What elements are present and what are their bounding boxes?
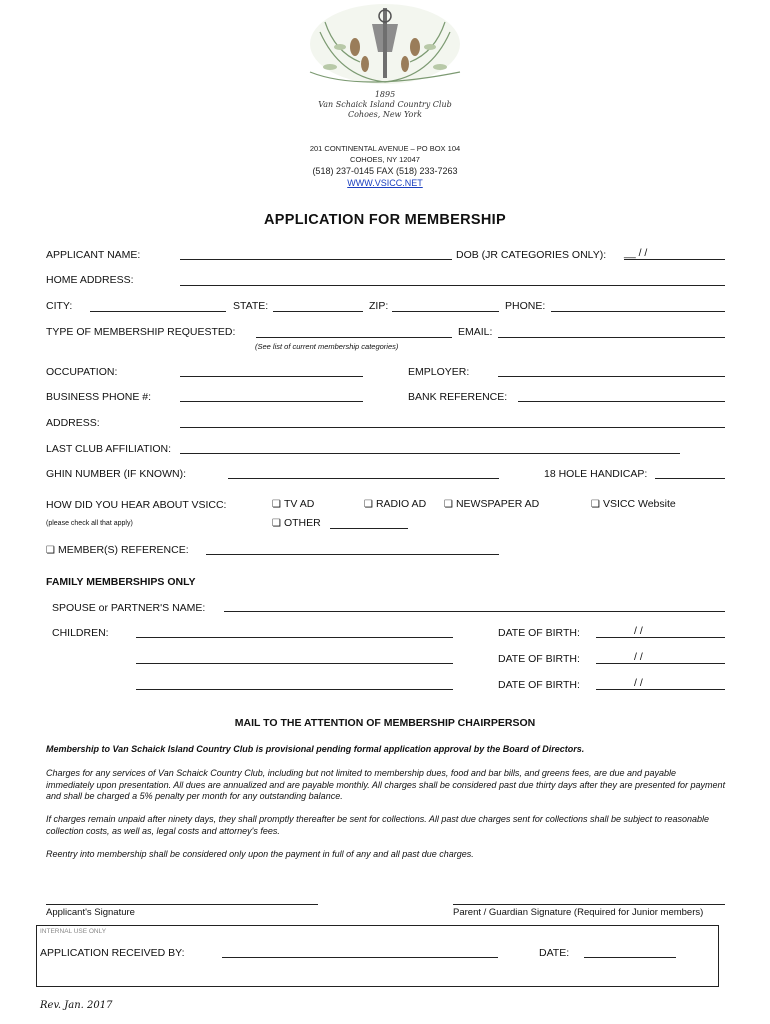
- family-heading: FAMILY MEMBERSHIPS ONLY: [46, 576, 196, 588]
- employer-label: EMPLOYER:: [408, 366, 470, 378]
- child-3-field[interactable]: [136, 689, 453, 690]
- checkbox-tv-ad[interactable]: ❏ TV AD: [272, 498, 314, 510]
- member-reference-field[interactable]: [206, 554, 499, 555]
- city-line: COHOES, NY 12047: [350, 155, 420, 164]
- child-2-dob-label: DATE OF BIRTH:: [498, 653, 580, 665]
- home-address-label: HOME ADDRESS:: [46, 274, 134, 286]
- hear-about-note: (please check all that apply): [46, 520, 133, 527]
- received-by-label: APPLICATION RECEIVED BY:: [40, 947, 185, 959]
- business-address-field[interactable]: [180, 427, 725, 428]
- applicant-signature-field[interactable]: [46, 904, 318, 905]
- checkbox-member-reference[interactable]: ❏ MEMBER(S) REFERENCE:: [46, 544, 189, 556]
- guardian-signature-field[interactable]: [453, 904, 725, 905]
- employer-field[interactable]: [498, 376, 725, 377]
- checkbox-vsicc-website[interactable]: ❏ VSICC Website: [591, 498, 676, 510]
- internal-use-label: INTERNAL USE ONLY: [40, 928, 107, 935]
- bank-reference-label: BANK REFERENCE:: [408, 391, 508, 403]
- handicap-field[interactable]: [655, 478, 725, 479]
- last-club-field[interactable]: [180, 453, 680, 454]
- checkbox-newspaper-ad[interactable]: ❏ NEWSPAPER AD: [444, 498, 539, 510]
- spouse-label: SPOUSE or PARTNER'S NAME:: [52, 602, 206, 614]
- business-address-label: ADDRESS:: [46, 417, 100, 429]
- child-2-dob-field[interactable]: [596, 663, 725, 664]
- occupation-label: OCCUPATION:: [46, 366, 118, 378]
- phone-line: (518) 237-0145 FAX (518) 233-7263: [312, 166, 458, 176]
- crest-year: 1895: [374, 90, 396, 99]
- last-club-label: LAST CLUB AFFILIATION:: [46, 443, 172, 455]
- guardian-signature-label: Parent / Guardian Signature (Required for Junior members): [453, 907, 704, 918]
- checkbox-other[interactable]: ❏ OTHER: [272, 517, 321, 529]
- applicant-name-field[interactable]: [180, 259, 452, 260]
- state-label: STATE:: [233, 300, 269, 312]
- dob-blank: __ / /: [624, 247, 648, 259]
- internal-date-field[interactable]: [584, 957, 676, 958]
- child-1-dob-field[interactable]: [596, 637, 725, 638]
- page-title: APPLICATION FOR MEMBERSHIP: [264, 212, 506, 228]
- business-phone-field[interactable]: [180, 401, 363, 402]
- dob-label: DOB (JR CATEGORIES ONLY):: [456, 249, 607, 261]
- applicant-name-label: APPLICANT NAME:: [46, 249, 141, 261]
- child-2-field[interactable]: [136, 663, 453, 664]
- child-3-dob-field[interactable]: [596, 689, 725, 690]
- membership-type-field[interactable]: [256, 337, 452, 338]
- zip-field[interactable]: [392, 311, 499, 312]
- child-3-dob-label: DATE OF BIRTH:: [498, 679, 580, 691]
- dob-field[interactable]: [624, 259, 725, 260]
- state-field[interactable]: [273, 311, 363, 312]
- child-1-dob-label: DATE OF BIRTH:: [498, 627, 580, 639]
- email-field[interactable]: [498, 337, 725, 338]
- applicant-signature-label: Applicant's Signature: [46, 907, 135, 918]
- membership-type-label: TYPE OF MEMBERSHIP REQUESTED:: [46, 326, 236, 338]
- zip-label: ZIP:: [369, 300, 389, 312]
- crest-club-name: Van Schaick Island Country Club: [318, 100, 452, 109]
- club-crest-logo: [300, 2, 470, 90]
- terms-provisional: Membership to Van Schaick Island Country Club is provisional pending formal application approval by the Board of Directors.: [46, 744, 585, 754]
- mail-heading: MAIL TO THE ATTENTION OF MEMBERSHIP CHAIRPERSON: [234, 717, 536, 729]
- bank-reference-field[interactable]: [518, 401, 725, 402]
- ghin-label: GHIN NUMBER (IF KNOWN):: [46, 468, 186, 480]
- business-phone-label: BUSINESS PHONE #:: [46, 391, 152, 403]
- handicap-label: 18 HOLE HANDICAP:: [544, 468, 648, 480]
- email-label: EMAIL:: [458, 326, 493, 338]
- website-link[interactable]: WWW.VSICC.NET: [347, 178, 423, 188]
- revision-note: Rev. Jan. 2017: [40, 1000, 113, 1011]
- membership-note: (See list of current membership categories): [255, 342, 399, 351]
- city-label: CITY:: [46, 300, 73, 312]
- terms-collections: If charges remain unpaid after ninety days, they shall promptly thereafter be sent for collections. All past due charges sent for collections shall be subject to reasonable collection costs, as well as, legal costs and attorney's fees.: [46, 814, 710, 836]
- child-2-dob-slash: / /: [634, 651, 643, 663]
- other-field[interactable]: [330, 528, 408, 529]
- children-label: CHILDREN:: [52, 627, 109, 639]
- child-3-dob-slash: / /: [634, 677, 643, 689]
- address-line: 201 CONTINENTAL AVENUE – PO BOX 104: [309, 144, 461, 153]
- crest-location: Cohoes, New York: [347, 110, 423, 119]
- internal-date-label: DATE:: [539, 947, 570, 959]
- checkbox-radio-ad[interactable]: ❏ RADIO AD: [364, 498, 426, 510]
- received-by-field[interactable]: [222, 957, 498, 958]
- hear-about-label: HOW DID YOU HEAR ABOUT VSICC:: [46, 499, 227, 511]
- city-field[interactable]: [90, 311, 226, 312]
- phone-field[interactable]: [551, 311, 725, 312]
- phone-label: PHONE:: [505, 300, 546, 312]
- terms-charges: Charges for any services of Van Schaick Country Club, including but not limited to membership dues, food and bar bills, and greens fees, are due and payable immediately upon presentation. All dues are annualized and are payable monthly. All charges shall be considered past due thirty days after they are presented for payment and shall be charged a 5% penalty per month for any outstanding balance.: [46, 768, 726, 801]
- child-1-dob-slash: / /: [634, 625, 643, 637]
- ghin-field[interactable]: [228, 478, 499, 479]
- terms-reentry: Reentry into membership shall be considered only upon the payment in full of any and all past due charges.: [46, 849, 474, 859]
- occupation-field[interactable]: [180, 376, 363, 377]
- child-1-field[interactable]: [136, 637, 453, 638]
- spouse-field[interactable]: [224, 611, 725, 612]
- home-address-field[interactable]: [180, 285, 725, 286]
